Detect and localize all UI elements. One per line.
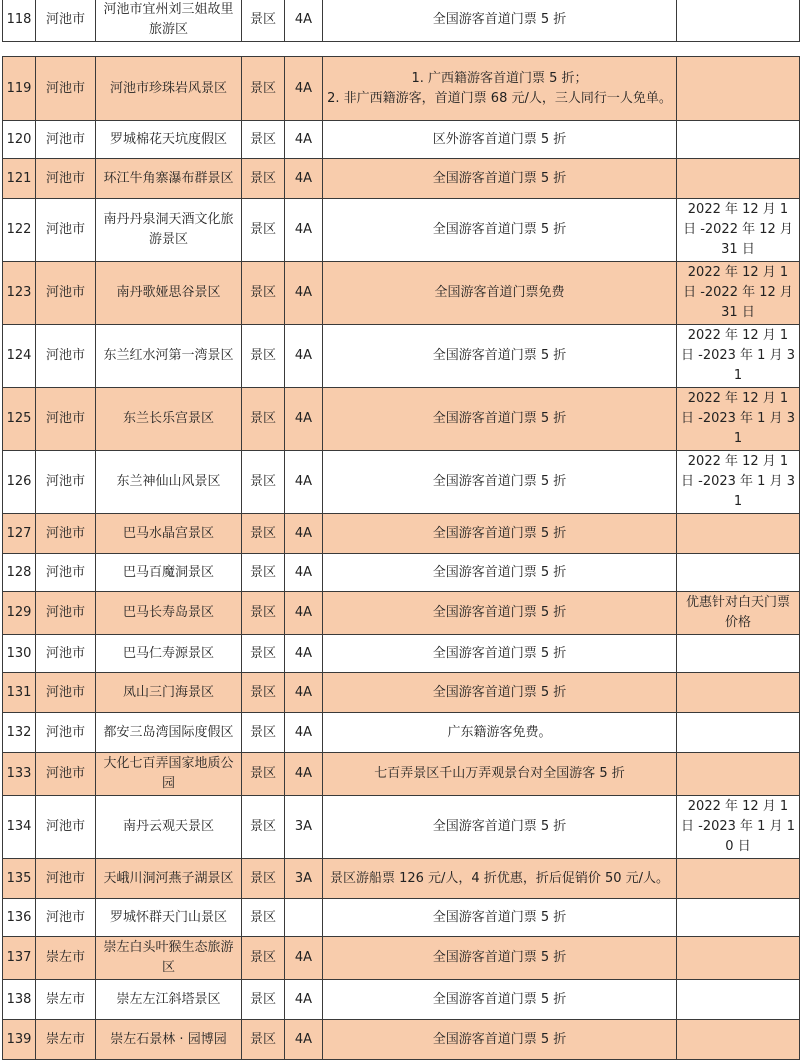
grade-cell: 4A [285,1020,323,1060]
city-cell: 河池市 [36,388,96,451]
grade-cell: 4A [285,388,323,451]
category-cell: 景区 [242,199,285,262]
city-cell: 崇左市 [36,1020,96,1060]
row-number-cell: 135 [3,859,36,899]
row-number-cell: 125 [3,388,36,451]
row-number-cell: 119 [3,57,36,121]
table-row [3,753,800,796]
category-cell: 景区 [242,57,285,121]
row-number-cell: 121 [3,159,36,199]
table-row [3,937,800,980]
table-row [3,57,800,121]
city-cell: 河池市 [36,0,96,42]
grade-cell: 4A [285,937,323,980]
discount-policy-cell: 全国游客首道门票 5 折 [323,635,677,673]
row-number-cell: 137 [3,937,36,980]
category-cell: 景区 [242,592,285,635]
category-cell: 景区 [242,325,285,388]
table-row [3,554,800,592]
scenic-name-cell: 都安三岛湾国际度假区 [96,713,242,753]
grade-cell: 4A [285,451,323,514]
city-cell: 崇左市 [36,937,96,980]
row-number-cell: 139 [3,1020,36,1060]
scenic-name-cell: 东兰红水河第一湾景区 [96,325,242,388]
city-cell: 河池市 [36,514,96,554]
city-cell: 河池市 [36,859,96,899]
table-row [3,673,800,713]
category-cell: 景区 [242,262,285,325]
valid-period-cell [677,753,800,796]
discount-policy-cell: 全国游客首道门票 5 折 [323,592,677,635]
category-cell: 景区 [242,0,285,42]
discount-policy-cell: 全国游客首道门票 5 折 [323,673,677,713]
discount-policy-cell: 全国游客首道门票免费 [323,262,677,325]
valid-period-cell [677,159,800,199]
category-cell: 景区 [242,554,285,592]
scenic-name-cell: 崇左白头叶猴生态旅游区 [96,937,242,980]
scenic-name-cell: 巴马长寿岛景区 [96,592,242,635]
valid-period-cell [677,899,800,937]
table-row [3,199,800,262]
table-row [3,899,800,937]
grade-cell: 4A [285,592,323,635]
city-cell: 河池市 [36,159,96,199]
scenic-name-cell: 巴马仁寿源景区 [96,635,242,673]
valid-period-cell: 2022 年 12 月 1 日 -2022 年 12 月 31 日 [677,199,800,262]
grade-cell: 4A [285,980,323,1020]
row-number-cell: 134 [3,796,36,859]
city-cell: 河池市 [36,713,96,753]
scenic-name-cell: 巴马水晶宫景区 [96,514,242,554]
valid-period-cell [677,713,800,753]
scenic-name-cell: 环江牛角寨瀑布群景区 [96,159,242,199]
discount-policy-cell: 全国游客首道门票 5 折 [323,1020,677,1060]
valid-period-cell: 2022 年 12 月 1 日 -2023 年 1 月 31 [677,451,800,514]
table-row [3,514,800,554]
scenic-name-cell: 东兰长乐宫景区 [96,388,242,451]
row-number-cell: 120 [3,121,36,159]
scenic-discount-table [2,56,800,1060]
discount-policy-cell: 全国游客首道门票 5 折 [323,796,677,859]
discount-policy-cell: 全国游客首道门票 5 折 [323,554,677,592]
valid-period-cell [677,1020,800,1060]
scenic-name-cell: 东兰神仙山风景区 [96,451,242,514]
scenic-name-cell: 崇左左江斜塔景区 [96,980,242,1020]
valid-period-cell [677,859,800,899]
grade-cell: 4A [285,0,323,42]
valid-period-cell: 优惠针对白天门票价格 [677,592,800,635]
discount-policy-cell: 全国游客首道门票 5 折 [323,325,677,388]
grade-cell: 3A [285,796,323,859]
discount-policy-cell: 区外游客首道门票 5 折 [323,121,677,159]
category-cell: 景区 [242,451,285,514]
row-number-cell: 128 [3,554,36,592]
valid-period-cell [677,514,800,554]
category-cell: 景区 [242,937,285,980]
table-row [3,121,800,159]
table-row [3,159,800,199]
grade-cell: 4A [285,121,323,159]
category-cell: 景区 [242,980,285,1020]
grade-cell: 4A [285,199,323,262]
scenic-name-cell: 天峨川洞河燕子湖景区 [96,859,242,899]
scenic-name-cell: 南丹云观天景区 [96,796,242,859]
discount-policy-cell: 全国游客首道门票 5 折 [323,451,677,514]
category-cell: 景区 [242,859,285,899]
city-cell: 河池市 [36,796,96,859]
grade-cell: 4A [285,159,323,199]
valid-period-cell [677,635,800,673]
city-cell: 河池市 [36,57,96,121]
category-cell: 景区 [242,796,285,859]
row-number-cell: 133 [3,753,36,796]
grade-cell [285,899,323,937]
table-row [3,980,800,1020]
valid-period-cell [677,554,800,592]
valid-period-cell [677,121,800,159]
row-number-cell: 124 [3,325,36,388]
discount-policy-cell: 全国游客首道门票 5 折 [323,980,677,1020]
grade-cell: 4A [285,514,323,554]
category-cell: 景区 [242,1020,285,1060]
city-cell: 河池市 [36,325,96,388]
scenic-name-cell: 罗城怀群天门山景区 [96,899,242,937]
discount-policy-cell: 景区游船票 126 元/人，4 折优惠，折后促销价 50 元/人。 [323,859,677,899]
table-row [3,592,800,635]
discount-policy-cell: 七百弄景区千山万弄观景台对全国游客 5 折 [323,753,677,796]
grade-cell: 4A [285,325,323,388]
discount-policy-cell: 全国游客首道门票 5 折 [323,159,677,199]
discount-policy-cell: 广东籍游客免费。 [323,713,677,753]
category-cell: 景区 [242,159,285,199]
grade-cell: 3A [285,859,323,899]
city-cell: 河池市 [36,592,96,635]
city-cell: 河池市 [36,262,96,325]
table-row [3,796,800,859]
scenic-name-cell: 河池市珍珠岩风景区 [96,57,242,121]
table-row [3,262,800,325]
city-cell: 河池市 [36,121,96,159]
discount-policy-cell: 全国游客首道门票 5 折 [323,937,677,980]
row-number-cell: 129 [3,592,36,635]
row-number-cell: 126 [3,451,36,514]
discount-policy-cell: 全国游客首道门票 5 折 [323,388,677,451]
table-row [3,325,800,388]
category-cell: 景区 [242,514,285,554]
city-cell: 河池市 [36,635,96,673]
grade-cell: 4A [285,673,323,713]
category-cell: 景区 [242,635,285,673]
scenic-name-cell: 南丹丹泉洞天酒文化旅游景区 [96,199,242,262]
discount-policy-cell: 1. 广西籍游客首道门票 5 折； 2. 非广西籍游客，首道门票 68 元/人，三人同行一人免单。 [323,57,677,121]
discount-policy-cell: 全国游客首道门票 5 折 [323,514,677,554]
table-row [3,635,800,673]
discount-policy-cell: 全国游客首道门票 5 折 [323,199,677,262]
scenic-discount-table-top [2,0,800,42]
city-cell: 河池市 [36,673,96,713]
row-number-cell: 138 [3,980,36,1020]
table-row [3,388,800,451]
table-row [3,451,800,514]
row-number-cell: 132 [3,713,36,753]
scenic-name-cell: 南丹歌娅思谷景区 [96,262,242,325]
table-row [3,859,800,899]
grade-cell: 4A [285,262,323,325]
valid-period-cell [677,0,800,42]
scenic-name-cell: 崇左石景林 · 园博园 [96,1020,242,1060]
table-row [3,0,800,42]
row-number-cell: 118 [3,0,36,42]
valid-period-cell [677,673,800,713]
city-cell: 河池市 [36,199,96,262]
category-cell: 景区 [242,121,285,159]
scenic-name-cell: 巴马百魔洞景区 [96,554,242,592]
grade-cell: 4A [285,753,323,796]
row-number-cell: 131 [3,673,36,713]
valid-period-cell: 2022 年 12 月 1 日 -2023 年 1 月 10 日 [677,796,800,859]
category-cell: 景区 [242,899,285,937]
row-number-cell: 122 [3,199,36,262]
category-cell: 景区 [242,388,285,451]
city-cell: 河池市 [36,899,96,937]
valid-period-cell [677,937,800,980]
valid-period-cell: 2022 年 12 月 1 日 -2023 年 1 月 31 [677,388,800,451]
valid-period-cell: 2022 年 12 月 1 日 -2023 年 1 月 31 [677,325,800,388]
row-number-cell: 136 [3,899,36,937]
city-cell: 河池市 [36,451,96,514]
category-cell: 景区 [242,673,285,713]
row-number-cell: 123 [3,262,36,325]
row-number-cell: 127 [3,514,36,554]
discount-policy-cell: 全国游客首道门票 5 折 [323,899,677,937]
valid-period-cell [677,57,800,121]
city-cell: 崇左市 [36,980,96,1020]
category-cell: 景区 [242,753,285,796]
discount-policy-cell: 全国游客首道门票 5 折 [323,0,677,42]
scenic-name-cell: 河池市宜州刘三姐故里旅游区 [96,0,242,42]
valid-period-cell: 2022 年 12 月 1 日 -2022 年 12 月 31 日 [677,262,800,325]
table-row [3,713,800,753]
row-number-cell: 130 [3,635,36,673]
city-cell: 河池市 [36,554,96,592]
scenic-name-cell: 罗城棉花天坑度假区 [96,121,242,159]
city-cell: 河池市 [36,753,96,796]
valid-period-cell [677,980,800,1020]
category-cell: 景区 [242,713,285,753]
grade-cell: 4A [285,635,323,673]
table-row [3,1020,800,1060]
grade-cell: 4A [285,554,323,592]
scenic-name-cell: 凤山三门海景区 [96,673,242,713]
grade-cell: 4A [285,713,323,753]
grade-cell: 4A [285,57,323,121]
scenic-name-cell: 大化七百弄国家地质公园 [96,753,242,796]
